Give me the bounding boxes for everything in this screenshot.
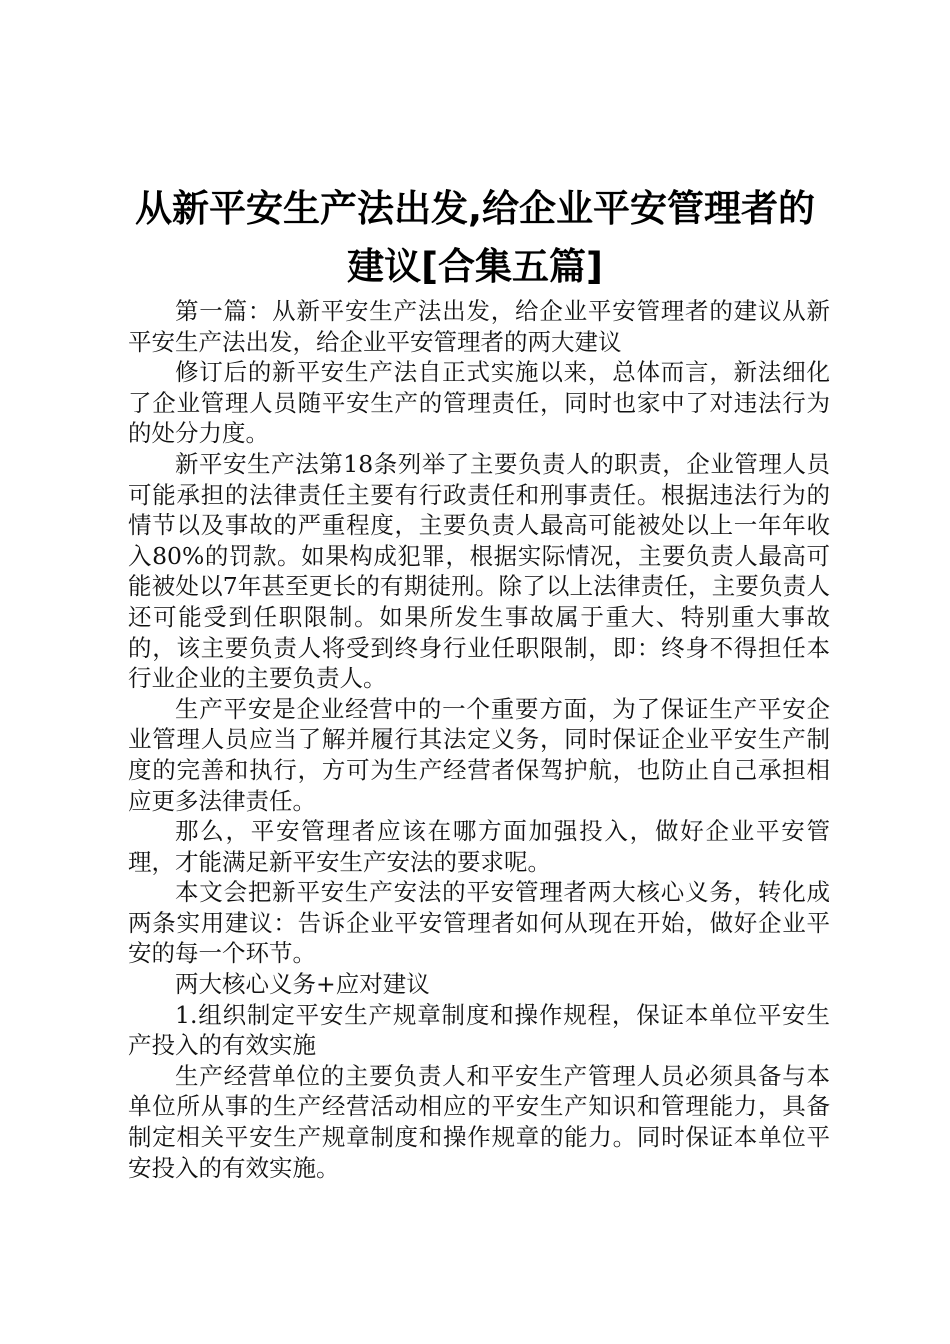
paragraph: 本文会把新平安生产安法的平安管理者两大核心义务，转化成两条实用建议：告诉企业平安管理者如何从现在开始，做好企业平安的每一个环节。 [128, 878, 830, 968]
paragraph: 那么，平安管理者应该在哪方面加强投入，做好企业平安管理，才能满足新平安生产安法的要求呢。 [128, 817, 830, 876]
paragraph: 两大核心义务+应对建议 [175, 970, 430, 999]
paragraph: 第一篇：从新平安生产法出发，给企业平安管理者的建议从新平安生产法出发，给企业平安管理者的两大建议 [128, 297, 830, 356]
paragraph: 1.组织制定平安生产规章制度和操作规程，保证本单位平安生产投入的有效实施 [128, 1000, 830, 1060]
document-body [128, 296, 830, 1183]
paragraph: 生产平安是企业经营中的一个重要方面，为了保证生产平安企业管理人员应当了解并履行其法定义务，同时保证企业平安生产制度的完善和执行，方可为生产经营者保驾护航，也防止自己承担相应更多法律责任。 [128, 694, 830, 815]
paragraph: 修订后的新平安生产法自正式实施以来，总体而言，新法细化了企业管理人员随平安生产的管理责任，同时也家中了对违法行为的处分力度。 [128, 358, 830, 448]
paragraph: 新平安生产法第18条列举了主要负责人的职责，企业管理人员可能承担的法律责任主要有行政责任和刑事责任。根据违法行为的情节以及事故的严重程度，主要负责人最高可能被处以上一年年收入80%的罚款。如果构成犯罪，根据实际情况，主要负责人最高可能被处以7年甚至更长的有期徒刑。除了以上法律责任，主要负责人还可能受到任职限制。如果所发生事故属于重大、特别重大事故的，该主要负责人将受到终身行业任职限制，即：终身不得担任本行业企业的主要负责人。 [128, 449, 830, 693]
document-title: 从新平安生产法出发,给企业平安管理者的建议[合集五篇] [134, 187, 816, 288]
paragraph: 生产经营单位的主要负责人和平安生产管理人员必须具备与本单位所从事的生产经营活动相应的平安生产知识和管理能力，具备制定相关平安生产规章制度和操作规章的能力。同时保证本单位平安投入的有效实施。 [128, 1061, 830, 1182]
